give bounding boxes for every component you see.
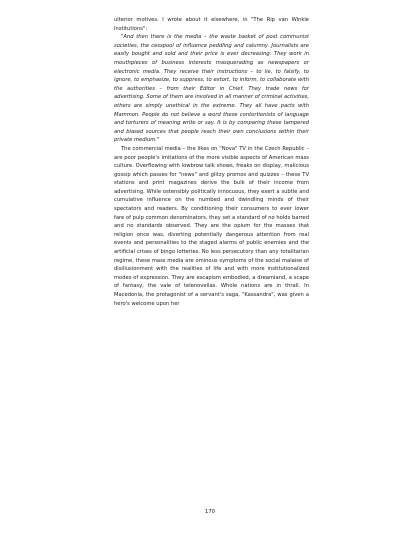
paragraph-commercial-media: The commercial media – the likes on "Nova" TV in the Czech Republic – are poor people's imitations of the more visible aspects of American mass culture. Overflowing with lowbrow talk shows, freaks on display, malicious gossip which passes for "news" and glitzy promos and quizzes – these TV stations and print magazines derive the bulk of their income from advertising. While ostensibly politically innocuous, they exert a subtle and cumulative influence on the numbed and dwindling minds of their spectators and readers. By conditioning their consumers to ever lower fare of pulp common denominators, they set a standard of no holds barred and no standards observed. They are the opium for the masses that religion once was, diverting potentially dangerous attention from real events and personalities to the staged alarms of public enemies and the artificial crises of bingo lotteries. No less persecutory than any totalitarian regime, these mass media are ominous symptoms of the social malaise of disillusionment with the realities of life and with more institutionalized modes of expression. They are escapism embodied, a dreamland, a scape of fantasy, the vale of telenovellas. Whole nations are in thrall. In Macedonia, the protagonist of a servant's saga, "Kassandra", was given a hero's welcome upon her xyxy=(114,145,309,307)
paragraph-block-quote: "And then there is the media – the waste basket of post communist societies, the cesspool of influence peddling and calumny. Journalists are easily bought and sold and their price is ever decreasing. They work in mouthpieces of business interests masquerading as newspapers or electronic media. They receive their instructions – to lie, to falsify, to ignore, to emphasize, to suppress, to extort, to inform, to collaborate with the authorities – from their Editor in Chief. They trade news for advertising. Some of them are involved in all manner of criminal activities, others are simply unethical in the extreme. They all have pacts with Mammon. People do not believe a word these contortionists of language and torturers of meaning write or say. It is by comparing these tampered and biased sources that people reach their own conclusions within their private medium." xyxy=(114,34,309,144)
page-number: 170 xyxy=(205,509,215,515)
paragraph-intro: ulterior motives. I wrote about it elsewhere, in "The Rip van Winkle Institutions": xyxy=(114,17,309,32)
body-text-block xyxy=(114,16,309,308)
